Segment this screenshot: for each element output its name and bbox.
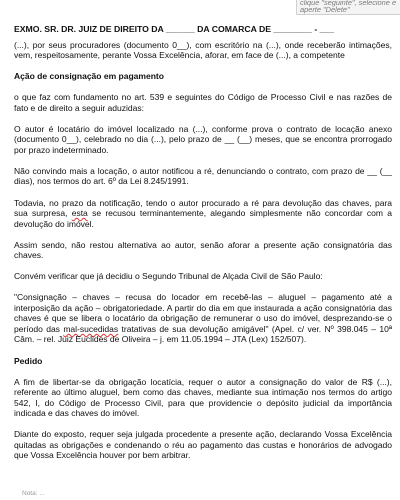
paragraph-consignacao-valor: A fim de libertar-se da obrigação locatícia, requer o autor a consignação do valor de R$ (...), referente ao último aluguel, bem como das chaves, mediante sua intimação nos termos do artigo 542, I, do Código de Processo Civil, para que providencie o depósito judicial da importância indicada e das chaves do imóvel.	[14, 376, 392, 419]
recusa-text-before: Todavia, no prazo da notificação, tendo o autor procurado a ré para devolução das chaves, para sua surpresa,	[14, 197, 392, 219]
paragraph-notificacao: Não convindo mais a locação, o autor notificou a ré, denunciando o contrato, com prazo de __ (__ dias), nos termos do art. 6º da Lei 8.245/1991.	[14, 165, 392, 187]
paragraph-alternativa: Assim sendo, não restou alternativa ao autor, senão aforar a presente ação consignatória das chaves.	[14, 239, 392, 261]
intro-paragraph: (...), por seus procuradores (documento 0__), com escritório na (...), onde receberão intimações, vem, respeitosamente, perante Vossa Excelência, aforar, em face de (...), a competente	[14, 39, 392, 61]
recusa-text-after: se recusou terminantemente, alegando simplesmente não concordar com a devolução do imóvel.	[14, 208, 392, 229]
paragraph-locatario: O autor é locatário do imóvel localizado na (...), conforme prova o contrato de locação anexo (documento 0__), celebrado no dia (...), pelo prazo de __ (__) meses, que se encontra prorrogado por prazo indeterminado.	[14, 123, 392, 155]
paragraph-tribunal: Convém verificar que já decidiu o Segundo Tribunal de Alçada Civil de São Paulo:	[14, 271, 323, 282]
section-title-consignacao: Ação de consignação em pagamento	[14, 71, 164, 82]
paragraph-recusa	[14, 198, 392, 230]
spellcheck-word-esta: esta	[71, 208, 88, 219]
footer-note: Nota: ...	[22, 490, 45, 497]
tooltip-line-1: clique "seguinte", selecione e	[300, 0, 397, 7]
document-body	[14, 24, 392, 471]
spellcheck-word-mal-sucedidas: mal-sucedidas	[63, 323, 119, 334]
document-header: EXMO. SR. DR. JUIZ DE DIREITO DA ______ DA COMARCA DE ________ - ___	[14, 24, 335, 34]
section-title-pedido: Pedido	[14, 355, 43, 366]
paragraph-citacao	[14, 292, 392, 345]
paragraph-fundamento: o que faz com fundamento no art. 539 e seguintes do Código de Processo Civil e nas razões de fato e de direito a seguir aduzidas:	[14, 92, 392, 113]
instruction-tooltip	[296, 0, 400, 15]
tooltip-line-2: aperte "Delete"	[300, 5, 350, 15]
citacao-text-after: tratativas de sua devolução amigável" (Apel. c/ ver. Nº 398.045 – 10ª Câm. – rel. Juiz Euclides de Oliveira – j. em 11.05.1994 – JTA (Lex) 152/507).	[14, 323, 392, 345]
citacao-text-before: "Consignação – chaves – recusa do locador em recebê-las – aluguel – pagamento até a interposição da ação – obrigatoriedade. A partir do dia em que instaurada a ação consignatória das chaves é que se libera o locatário da obrigação de remunerar o uso do imóvel, desprezando-se o período das	[14, 292, 392, 334]
paragraph-procedencia: Diante do exposto, requer seja julgada procedente a presente ação, declarando Vossa Excelência quitadas as obrigações e condenando o réu ao pagamento das custas e honorários de advogado que Vossa Excelência houver por bem arbitrar.	[14, 429, 392, 461]
